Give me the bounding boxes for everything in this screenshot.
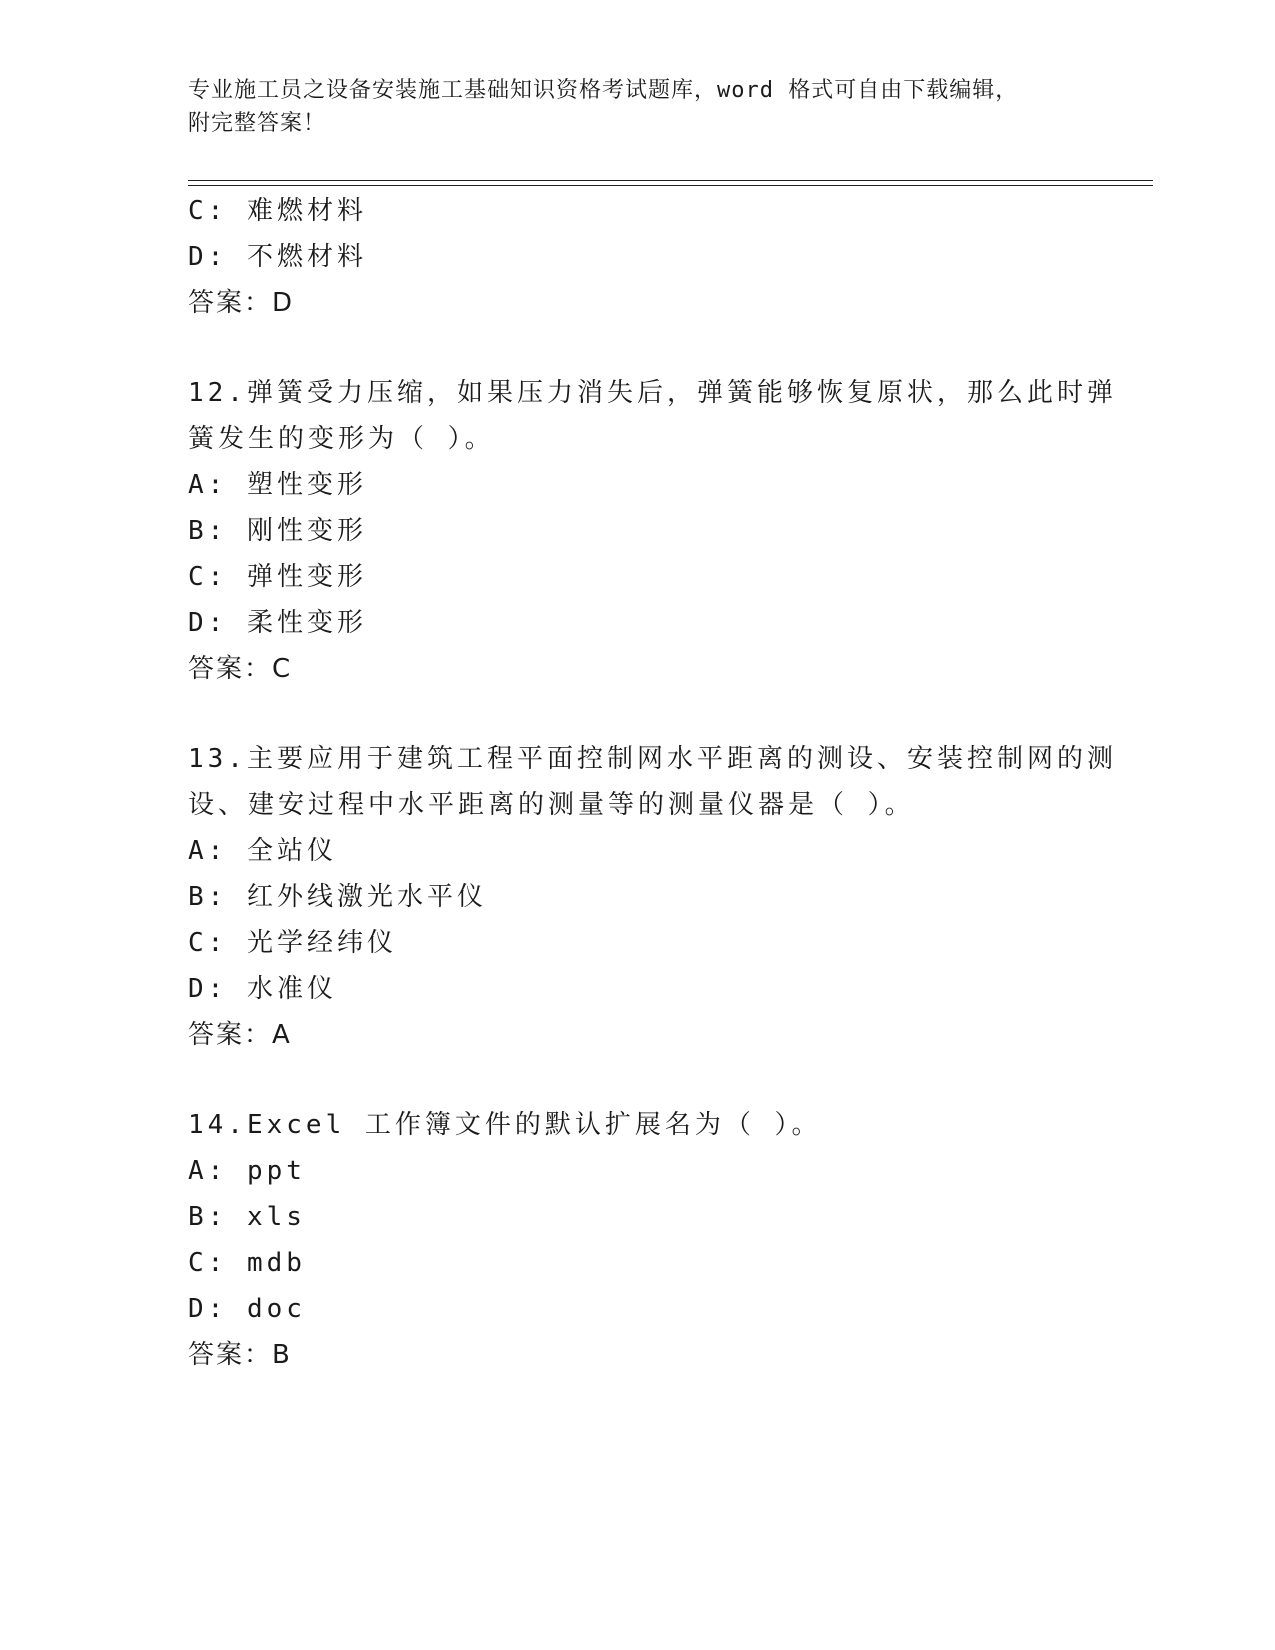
- option-a: A: ppt: [188, 1156, 306, 1186]
- option-c: C: 光学经纬仪: [188, 928, 397, 958]
- option-d: D: 水准仪: [188, 974, 337, 1004]
- question-12: [188, 370, 1153, 692]
- option-d: D: 柔性变形: [188, 608, 367, 638]
- answer: 答案：C: [188, 654, 293, 684]
- question-text-line-2: 簧发生的变形为（ ）。: [188, 424, 495, 454]
- document-header: [188, 74, 1068, 140]
- option-b: B: 红外线激光水平仪: [188, 882, 487, 912]
- option-b: B: 刚性变形: [188, 516, 367, 546]
- header-line-1: 专业施工员之设备安装施工基础知识资格考试题库，word 格式可自由下载编辑，: [188, 78, 1019, 103]
- question-text-line-1: 14.Excel 工作簿文件的默认扩展名为（ ）。: [188, 1110, 822, 1140]
- answer: 答案：B: [188, 1340, 292, 1370]
- option-d: D: 不燃材料: [188, 242, 367, 272]
- answer: 答案：A: [188, 1020, 292, 1050]
- answer: 答案：D: [188, 288, 295, 318]
- question-14: [188, 1102, 1153, 1378]
- option-b: B: xls: [188, 1202, 306, 1232]
- question-text-line-2: 设、建安过程中水平距离的测量等的测量仪器是（ ）。: [188, 790, 915, 820]
- option-a: A: 全站仪: [188, 836, 337, 866]
- question-list: [188, 188, 1153, 1378]
- question-text-line-1: 13.主要应用于建筑工程平面控制网水平距离的测设、安装控制网的测: [188, 744, 1117, 774]
- question-text-line-1: 12.弹簧受力压缩，如果压力消失后，弹簧能够恢复原状，那么此时弹: [188, 378, 1117, 408]
- header-double-rule: [188, 180, 1153, 186]
- question-11-tail: [188, 188, 1153, 326]
- document-page: [188, 0, 1153, 1650]
- question-13: [188, 736, 1153, 1058]
- option-c: C: mdb: [188, 1248, 306, 1278]
- option-c: C: 难燃材料: [188, 196, 367, 226]
- option-c: C: 弹性变形: [188, 562, 367, 592]
- header-line-2: 附完整答案！: [188, 111, 327, 136]
- option-d: D: doc: [188, 1294, 306, 1324]
- option-a: A: 塑性变形: [188, 470, 367, 500]
